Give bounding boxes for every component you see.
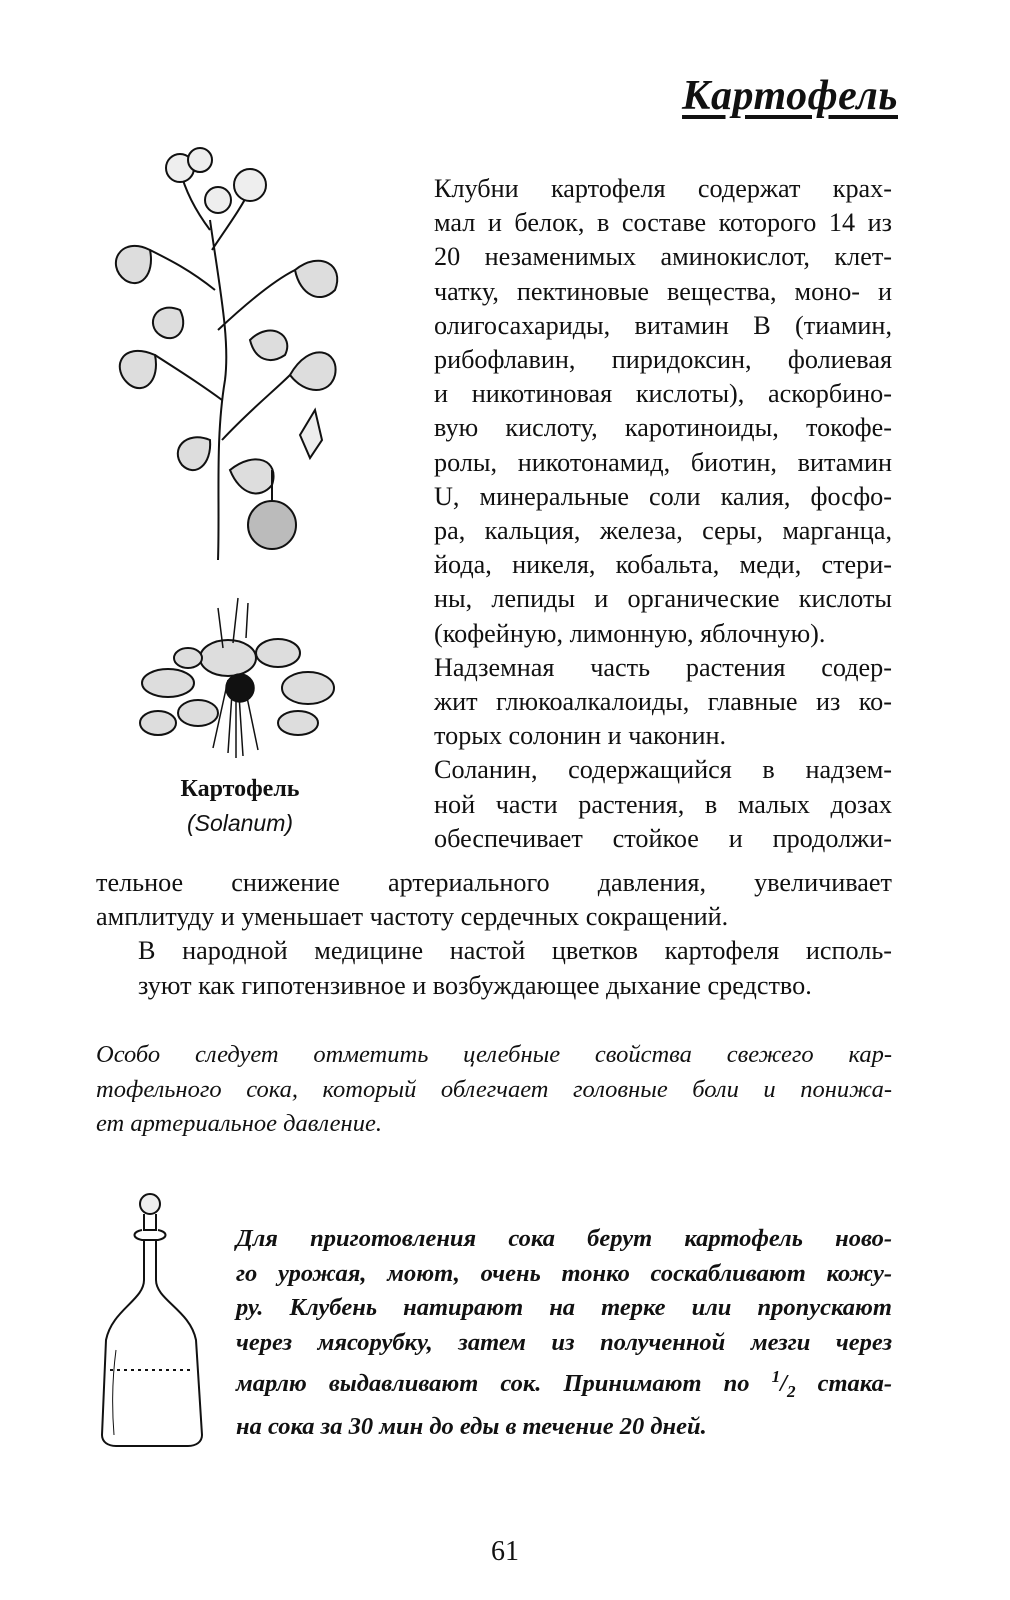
recipe-line: на сока за 30 мин до еды в течение 20 дней. (236, 1412, 707, 1440)
recipe-line: через мясорубку, затем из полученной мезги через (236, 1328, 892, 1356)
text-line: ны, лепиды и органические кислоты (434, 584, 892, 614)
text-line: ра, кальция, железа, серы, марганца, (434, 516, 892, 546)
recipe-text: стака- (795, 1370, 892, 1398)
potato-plant-icon (100, 140, 350, 560)
page-number: 61 (491, 1536, 519, 1567)
text-line: Надземная часть растения содер- (434, 652, 892, 682)
page-title: Картофель (682, 73, 898, 119)
fraction-numerator: 1 (771, 1367, 781, 1386)
recipe-line: ру. Клубень натирают на терке или пропускают (236, 1294, 892, 1321)
text-line: торых солонин и чаконин. (434, 721, 727, 751)
text-line: амплитуду и уменьшает частоту сердечных сокращений. (96, 902, 729, 932)
text-line: мал и белок, в составе которого 14 из (434, 208, 892, 238)
text-line: ной части растения, в малых дозах (434, 789, 892, 819)
figure-caption-latin: (Solanum) (186, 810, 294, 836)
text-line: В народной медицине настой цветков картофеля исполь- (138, 936, 892, 966)
text-line: Клубни картофеля содержат крах- (434, 174, 892, 203)
text-line: ролы, никотонамид, биотин, витамин (434, 447, 892, 477)
note-line: тофельного сока, который облегчает головные боли и понижа- (96, 1075, 892, 1103)
text-block-full (96, 866, 892, 1003)
note-line: Особо следует отметить целебные свойства свежего кар- (96, 1041, 892, 1068)
italic-note (96, 1038, 892, 1142)
recipe-line (236, 1360, 892, 1410)
text-line: жит глюкоалкалоиды, главные из ко- (434, 687, 892, 717)
paragraph-solanin-cont (96, 866, 892, 934)
note-line: ет артериальное давление. (96, 1110, 382, 1137)
paragraph-solanin (392, 753, 892, 856)
text-line: чатку, пектиновые вещества, моно- и (434, 276, 892, 306)
recipe-text: марлю выдавливают сок. Принимают по (236, 1370, 772, 1398)
recipe-block (236, 1222, 892, 1444)
recipe-line: Для приготовления сока берут картофель ново- (236, 1225, 892, 1252)
paragraph-alkaloids (392, 651, 892, 754)
text-line: олигосахариды, витамин В (тиамин, (434, 310, 892, 340)
fraction-slash: / (780, 1370, 787, 1398)
text-line: (кофейную, лимонную, яблочную). (434, 618, 826, 648)
text-line: зуют как гипотензивное и возбуждающее дыхание средство. (138, 970, 812, 1000)
text-line: вую кислоту, каротиноиды, токофе- (434, 413, 892, 443)
text-line: йода, никеля, кобальта, меди, стери- (434, 550, 892, 580)
text-line: 20 незаменимых аминокислот, клет- (434, 242, 892, 272)
text-line: обеспечивает стойкое и продолжи- (434, 823, 892, 853)
text-line: рибофлавин, пиридоксин, фолиевая (434, 345, 892, 375)
recipe-line: го урожая, моют, очень тонко соскабливают кожу- (236, 1259, 892, 1287)
text-line: тельное снижение артериального давления, увеличивает (96, 868, 892, 897)
fraction-denominator: 2 (786, 1382, 796, 1402)
glass-carafe-icon (92, 1190, 232, 1450)
text-line: U, минеральные соли калия, фосфо- (434, 481, 892, 511)
paragraph-folk-medicine (96, 934, 892, 1002)
figure-caption-name: Картофель (180, 776, 300, 802)
paragraph-composition (392, 172, 892, 651)
text-line: Соланин, содержащийся в надзем- (434, 755, 892, 785)
text-line: и никотиновая кислоты), аскорбино- (434, 379, 892, 409)
text-block-right (392, 172, 892, 856)
potato-tubers-icon (128, 588, 348, 758)
